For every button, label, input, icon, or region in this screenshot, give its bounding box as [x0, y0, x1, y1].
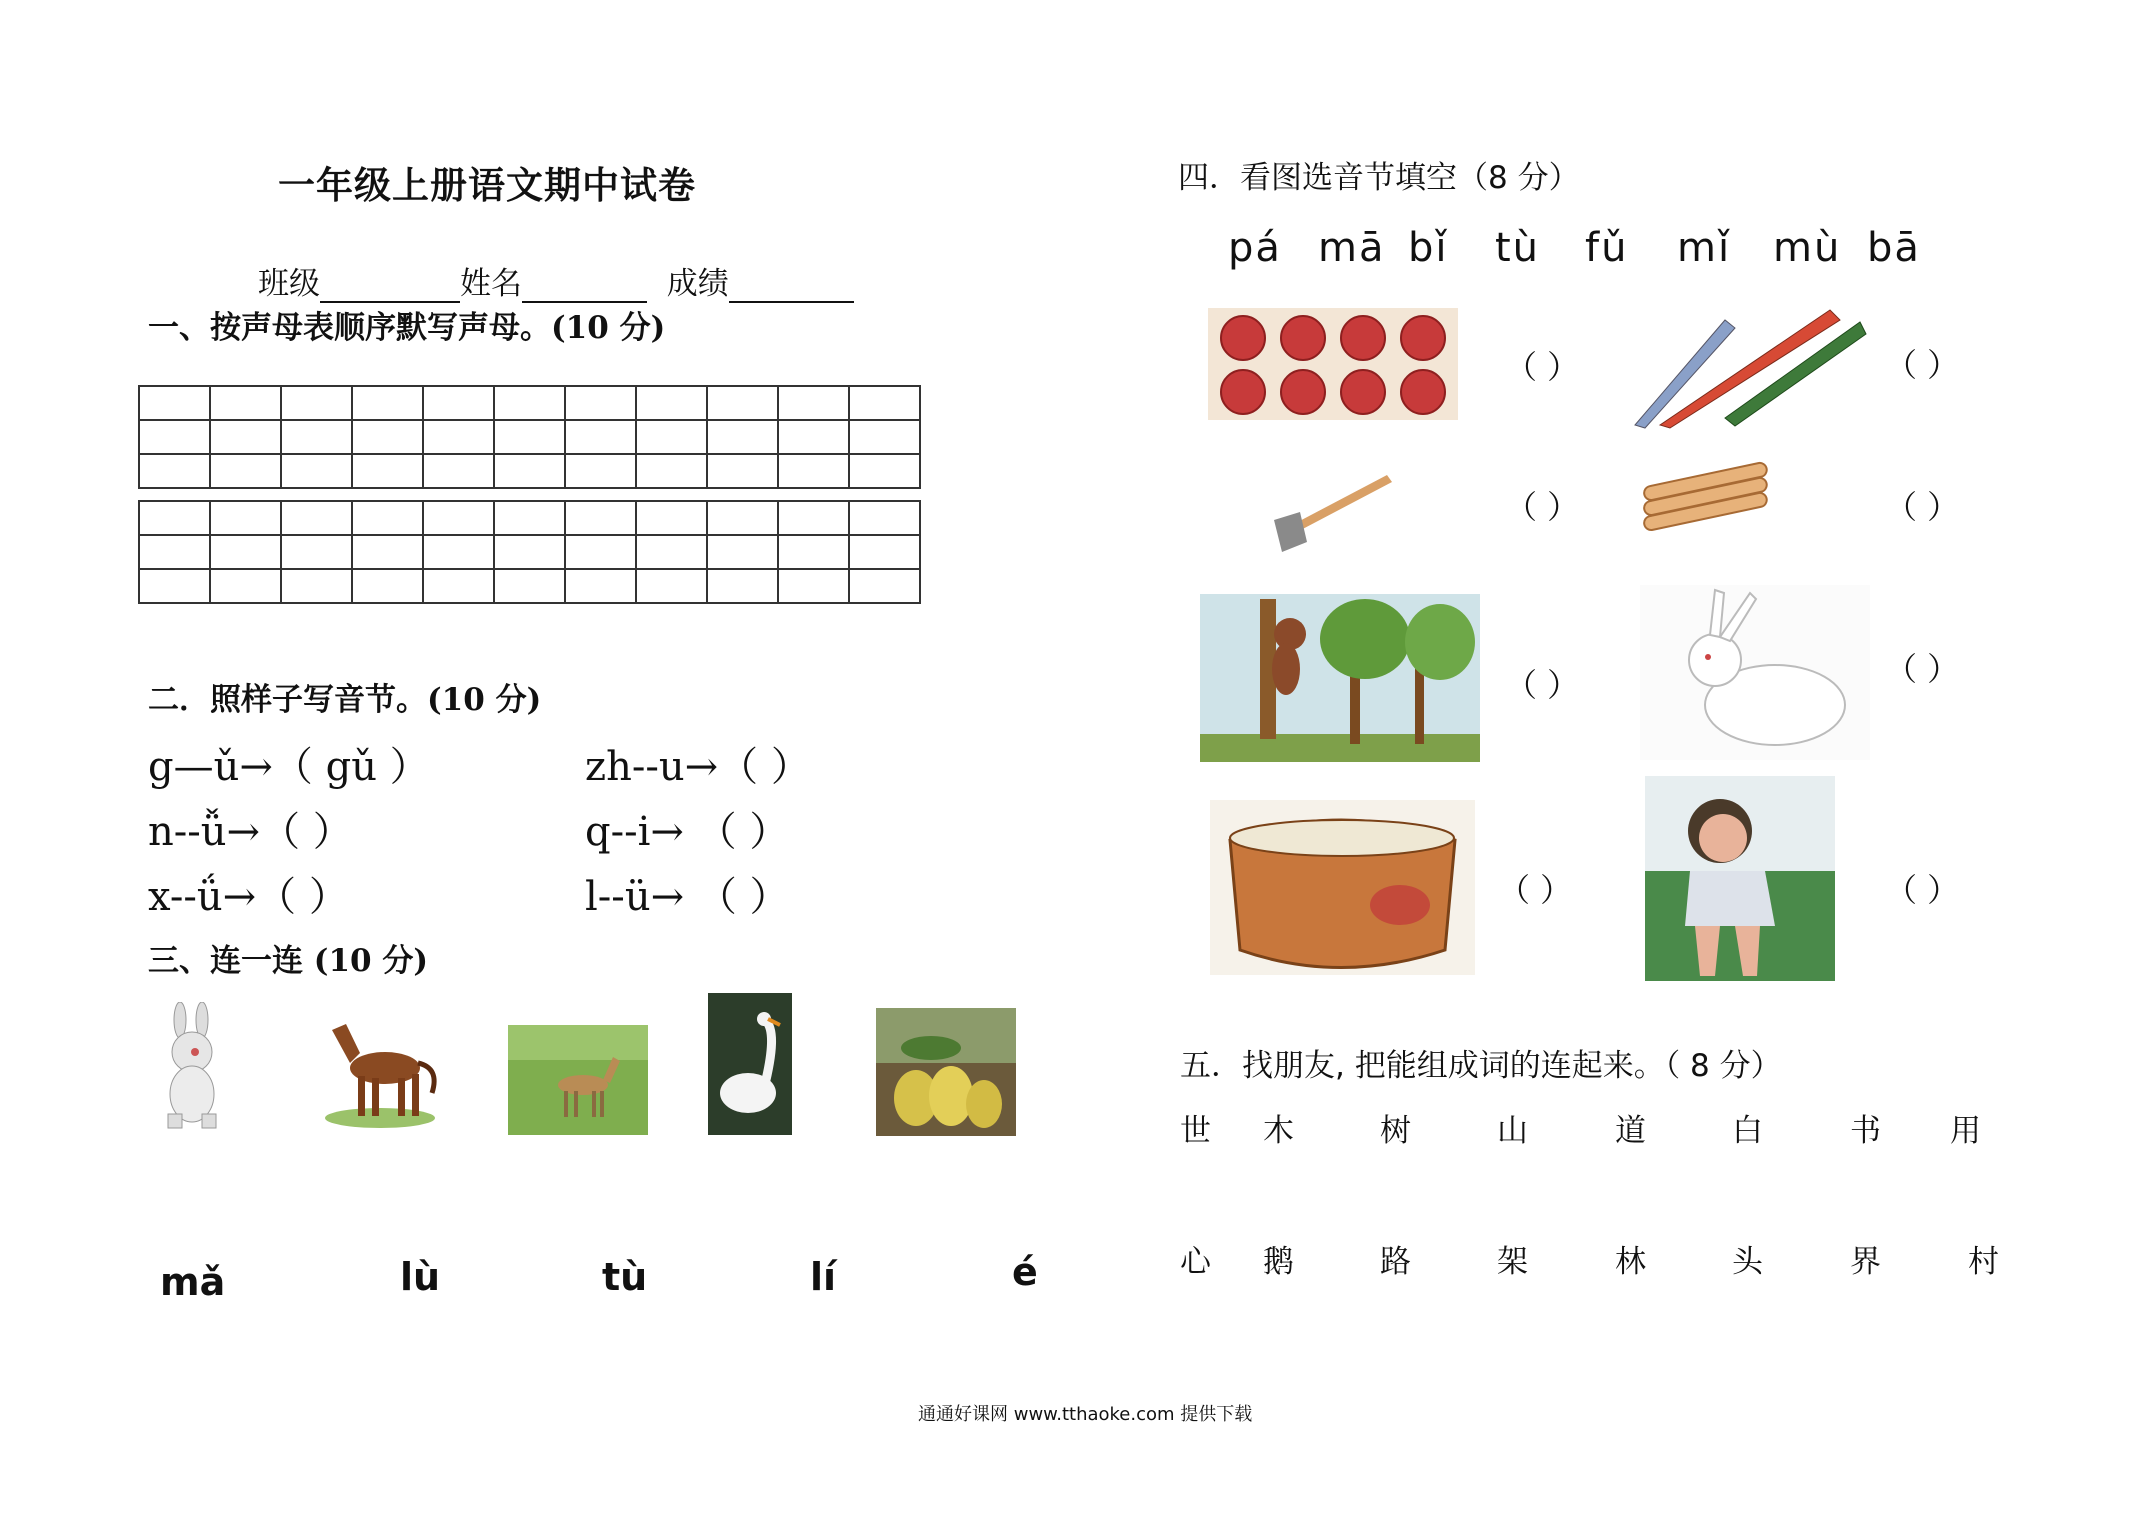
score-label: 成绩: [666, 266, 729, 302]
page-title: 一年级上册语文期中试卷: [278, 164, 696, 207]
class-field[interactable]: [320, 271, 460, 303]
word-bottom-6[interactable]: 头: [1732, 1244, 1763, 1280]
pinyin-row-2-left: n--ǚ→（ ）: [148, 809, 353, 855]
section1-heading: 一、按声母表顺序默写声母。(10 分): [148, 310, 666, 346]
pinyin-row-1-left: g—ǔ→（ gǔ ）: [148, 744, 430, 790]
word-top-2[interactable]: 木: [1263, 1113, 1294, 1149]
answer-blank-8[interactable]: （ ）: [1885, 871, 1960, 909]
syllable-mu: mù: [1773, 225, 1842, 271]
match-syllable-li[interactable]: lí: [810, 1255, 837, 1299]
match-syllable-lu[interactable]: lù: [400, 1255, 441, 1299]
rabbit-toy-picture: [150, 1002, 235, 1132]
answer-blank-5[interactable]: （ ）: [1505, 666, 1580, 704]
syllable-pa: pá: [1228, 225, 1282, 271]
syllable-fu: fǔ: [1585, 225, 1629, 271]
buttons-picture: [1208, 308, 1458, 420]
section4-heading: 四．看图选音节填空（8 分）: [1178, 160, 1580, 196]
word-top-1[interactable]: 世: [1180, 1113, 1211, 1149]
word-bottom-7[interactable]: 界: [1850, 1244, 1881, 1280]
match-syllable-e[interactable]: é: [1012, 1250, 1038, 1294]
pinyin-row-1-right: zh--u→（ ）: [585, 744, 811, 790]
section5-heading: 五．找朋友, 把能组成词的连起来。（ 8 分）: [1180, 1048, 1782, 1084]
footer-text: 通通好课网 www.tthaoke.com 提供下载: [918, 1404, 1253, 1425]
mother-picture: [1645, 776, 1835, 981]
name-label: 姓名: [460, 266, 522, 302]
axe-picture: [1262, 470, 1392, 555]
rabbit-picture: [1640, 585, 1870, 760]
class-label: 班级: [258, 266, 320, 302]
section2-heading: 二．照样子写音节。(10 分): [148, 682, 542, 718]
pinyin-row-2-right: q--i→ （ ）: [585, 809, 790, 855]
section3-heading: 三、连一连 (10 分): [148, 943, 429, 979]
consonant-grid-2[interactable]: [138, 500, 921, 604]
word-top-7[interactable]: 书: [1850, 1113, 1881, 1149]
name-field[interactable]: [522, 271, 647, 303]
swan-picture: [708, 993, 792, 1135]
syllable-tu: tù: [1495, 225, 1541, 271]
pens-picture: [1630, 300, 1870, 430]
word-bottom-3[interactable]: 路: [1380, 1244, 1411, 1280]
word-bottom-5[interactable]: 林: [1615, 1244, 1646, 1280]
word-top-4[interactable]: 山: [1497, 1113, 1528, 1149]
word-top-5[interactable]: 道: [1615, 1113, 1646, 1149]
word-bottom-8[interactable]: 村: [1968, 1244, 1999, 1280]
answer-blank-2[interactable]: （ ）: [1885, 346, 1960, 384]
answer-blank-7[interactable]: （ ）: [1498, 871, 1573, 909]
word-bottom-4[interactable]: 架: [1497, 1244, 1528, 1280]
consonant-grid-1[interactable]: [138, 385, 921, 489]
word-bottom-1[interactable]: 心: [1180, 1244, 1211, 1280]
deer-picture: [508, 1025, 648, 1135]
word-bottom-2[interactable]: 鹅: [1263, 1244, 1294, 1280]
wood-picture: [1638, 460, 1778, 540]
syllable-ba: bā: [1867, 225, 1921, 271]
answer-blank-4[interactable]: （ ）: [1885, 488, 1960, 526]
syllable-mi: mǐ: [1677, 225, 1732, 271]
answer-blank-6[interactable]: （ ）: [1885, 650, 1960, 688]
answer-blank-1[interactable]: （ ）: [1505, 348, 1580, 386]
info-line: [258, 258, 854, 303]
horse-picture: [320, 1008, 445, 1133]
match-syllable-tu[interactable]: tù: [602, 1255, 648, 1299]
word-top-3[interactable]: 树: [1380, 1113, 1411, 1149]
match-syllable-ma[interactable]: mǎ: [160, 1260, 226, 1304]
monkey-climbing-picture: [1200, 594, 1480, 762]
answer-blank-3[interactable]: （ ）: [1505, 488, 1580, 526]
word-top-8[interactable]: 用: [1950, 1113, 1981, 1149]
pear-picture: [876, 1008, 1016, 1136]
score-field[interactable]: [729, 271, 854, 303]
pinyin-row-3-right: l--ü→ （ ）: [585, 874, 790, 920]
syllable-ma: mā: [1318, 225, 1386, 271]
word-top-6[interactable]: 白: [1732, 1113, 1763, 1149]
rice-bag-picture: [1210, 800, 1475, 975]
syllable-bi: bǐ: [1408, 225, 1449, 271]
pinyin-row-3-left: x--ǘ→（ ）: [148, 874, 349, 920]
